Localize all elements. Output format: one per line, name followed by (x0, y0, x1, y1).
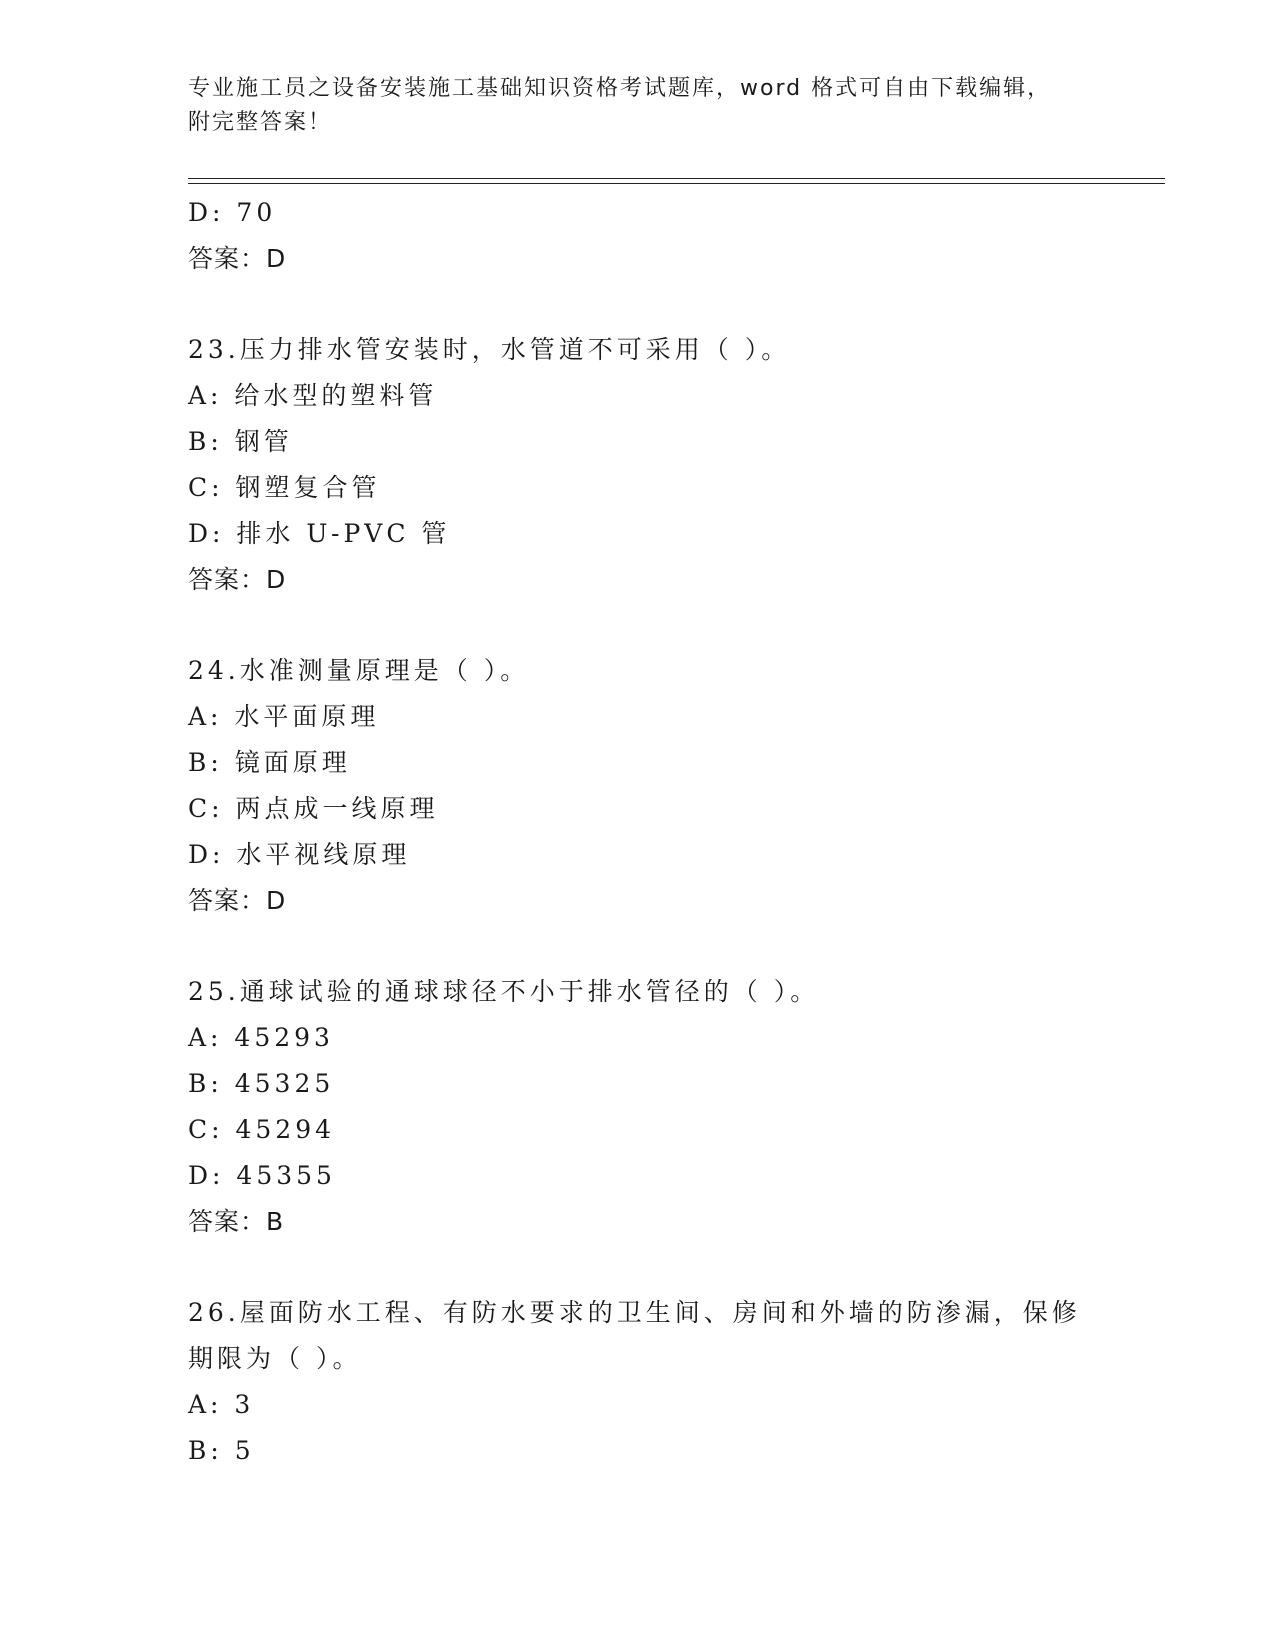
question-24-option-d: D: 水平视线原理 (188, 840, 411, 869)
prev-option-d: D: 70 (188, 198, 277, 227)
question-26-text-line-2: 期限为（ ）。 (188, 1344, 362, 1373)
question-24-text: 24.水准测量原理是（ ）。 (188, 656, 530, 685)
question-25-option-c: C: 45294 (188, 1115, 336, 1144)
header-line-2: 附完整答案！ (188, 110, 333, 135)
question-26-option-b: B: 5 (188, 1436, 255, 1465)
question-23-option-b: B: 钢管 (188, 427, 293, 456)
question-24-option-b: B: 镜面原理 (188, 748, 351, 777)
question-25-option-b: B: 45325 (188, 1069, 335, 1098)
question-24-option-c: C: 两点成一线原理 (188, 794, 439, 823)
question-24-option-a: A: 水平面原理 (188, 702, 380, 731)
prev-answer: 答案：D (188, 244, 287, 273)
question-23-answer: 答案：D (188, 565, 287, 594)
question-content (188, 190, 1165, 1474)
header-divider-bottom (188, 183, 1165, 184)
question-23-option-d: D: 排水 U-PVC 管 (188, 519, 451, 548)
document-header (188, 72, 1088, 140)
question-26-text-line-1: 26.屋面防水工程、有防水要求的卫生间、房间和外墙的防渗漏，保修 (188, 1298, 1081, 1327)
header-divider-top (188, 178, 1165, 179)
question-23-text: 23.压力排水管安装时，水管道不可采用（ ）。 (188, 335, 791, 364)
question-23-option-c: C: 钢塑复合管 (188, 473, 381, 502)
question-25-option-d: D: 45355 (188, 1161, 336, 1190)
question-26-option-a: A: 3 (188, 1390, 255, 1419)
question-23-option-a: A: 给水型的塑料管 (188, 381, 438, 410)
question-25-option-a: A: 45293 (188, 1023, 334, 1052)
header-line-1: 专业施工员之设备安装施工基础知识资格考试题库，word 格式可自由下载编辑， (188, 76, 1052, 101)
question-25-answer: 答案：B (188, 1207, 285, 1236)
question-25-text: 25.通球试验的通球球径不小于排水管径的（ ）。 (188, 977, 820, 1006)
question-26-text (188, 1290, 1108, 1382)
question-24-answer: 答案：D (188, 886, 287, 915)
